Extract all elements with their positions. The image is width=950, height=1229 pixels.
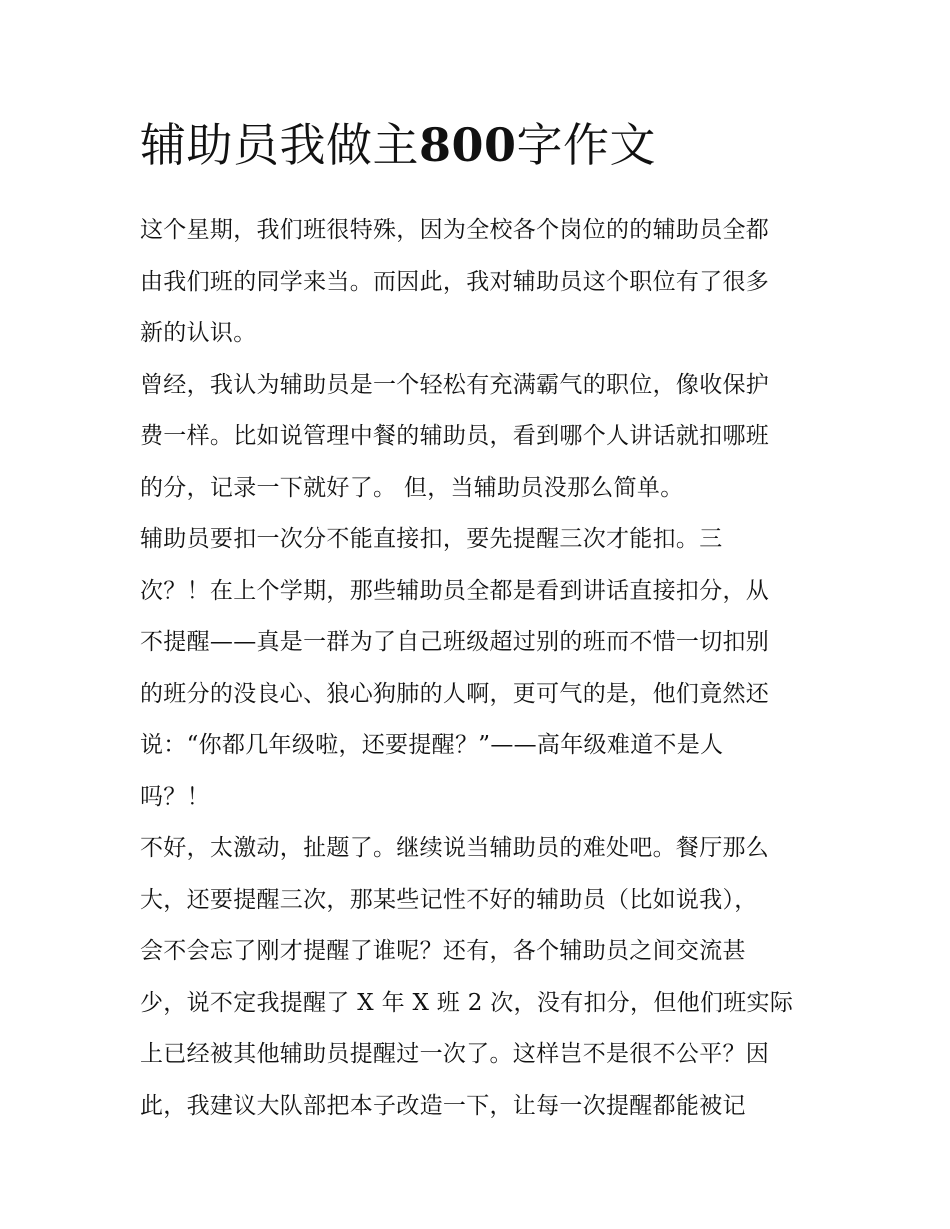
document-content (140, 112, 830, 1132)
text-line: 少，说不定我提醒了 X 年 X 班 2 次，没有扣分，但他们班实际 (140, 989, 794, 1016)
title-number: 800 (419, 118, 517, 172)
text-line: 大，还要提醒三次，那某些记性不好的辅助员（比如说我）， (140, 886, 758, 913)
text-line: 辅助员要扣一次分不能直接扣，要先提醒三次才能扣。三 (140, 526, 723, 552)
text-line: 说：“你都几年级啦，还要提醒？”——高年级难道不是人 (140, 732, 724, 758)
text-line: 新的认识。 (140, 320, 257, 346)
text-line: 的分，记录一下就好了。 但，当辅助员没那么简单。 (140, 474, 684, 501)
title-text-part2: 字作文 (516, 118, 657, 172)
essay-body (140, 205, 830, 1132)
text-line: 由我们班的同学来当。而因此，我对辅助员这个职位有了很多 (140, 268, 770, 295)
text-line: 吗？！ (140, 783, 210, 810)
essay-title (140, 112, 830, 178)
text-line: 此，我建议大队部把本子改造一下，让每一次提醒都能被记 (140, 1092, 746, 1119)
text-line: 的班分的没良心、狼心狗肺的人啊，更可气的是，他们竟然还 (140, 680, 770, 707)
text-line: 这个星期，我们班很特殊，因为全校各个岗位的的辅助员全都 (140, 217, 770, 243)
text-line: 次？！在上个学期，那些辅助员全都是看到讲话直接扣分，从 (140, 577, 770, 604)
text-line: 不好，太激动，扯题了。继续说当辅助员的难处吧。餐厅那么 (140, 835, 770, 861)
title-text-part1: 辅助员我做主 (140, 118, 419, 172)
text-line: 费一样。比如说管理中餐的辅助员，看到哪个人讲话就扣哪班 (140, 423, 770, 449)
text-line: 不提醒——真是一群为了自己班级超过别的班而不惜一切扣别 (140, 629, 770, 655)
text-line: 会不会忘了刚才提醒了谁呢？还有，各个辅助员之间交流甚 (140, 938, 746, 964)
text-line: 曾经，我认为辅助员是一个轻松有充满霸气的职位，像收保护 (140, 371, 770, 398)
text-line: 上已经被其他辅助员提醒过一次了。这样岂不是很不公平？因 (140, 1041, 770, 1067)
